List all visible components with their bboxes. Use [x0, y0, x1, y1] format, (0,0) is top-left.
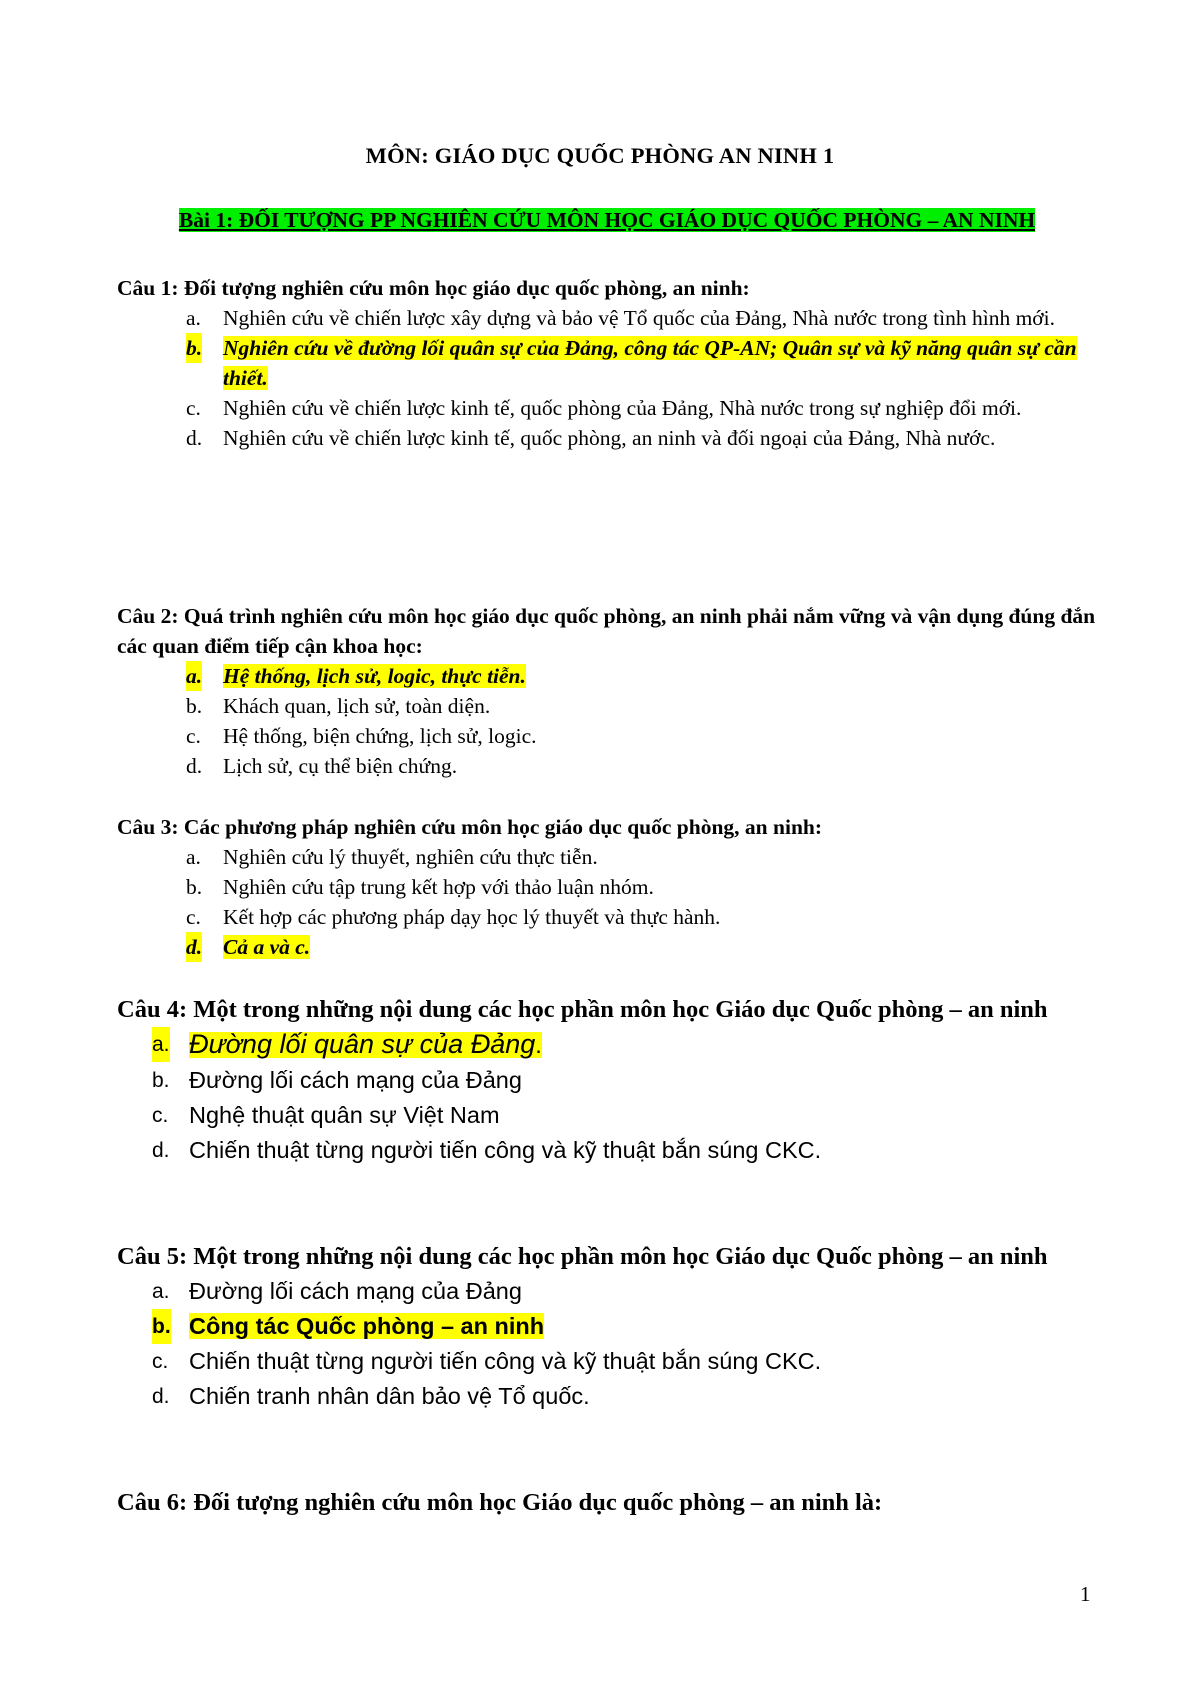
- question-3-option-d-correct: d. Cả a và c.: [117, 932, 1097, 962]
- question-3-label: Câu 3: Các phương pháp nghiên cứu môn học giáo dục quốc phòng, an ninh:: [117, 815, 823, 839]
- question-1-option-c: c. Nghiên cứu về chiến lược kinh tế, quốc phòng của Đảng, Nhà nước trong sự nghiệp đổi mới.: [186, 396, 1022, 420]
- question-1-option-b-correct: b. Nghiên cứu về đường lối quân sự của Đảng, công tác QP-AN; Quân sự và kỹ năng quân sự cần thiết.: [117, 333, 1097, 393]
- question-5-option-a: a. Đường lối cách mạng của Đảng: [152, 1278, 522, 1304]
- question-6-label: Câu 6: Đối tượng nghiên cứu môn học Giáo dục quốc phòng – an ninh là:: [117, 1489, 883, 1516]
- question-4-option-b: b. Đường lối cách mạng của Đảng: [152, 1067, 522, 1093]
- question-1-label: Câu 1: Đối tượng nghiên cứu môn học giáo dục quốc phòng, an ninh:: [117, 276, 750, 300]
- question-4: [117, 993, 1097, 1168]
- question-3-option-a: a. Nghiên cứu lý thuyết, nghiên cứu thực tiễn.: [186, 845, 598, 869]
- question-1-option-d: d. Nghiên cứu về chiến lược kinh tế, quốc phòng, an ninh và đối ngoại của Đảng, Nhà nước.: [186, 426, 996, 450]
- question-1-option-a: a. Nghiên cứu về chiến lược xây dựng và bảo vệ Tổ quốc của Đảng, Nhà nước trong tình hình mới.: [186, 306, 1056, 330]
- document-title: MÔN: GIÁO DỤC QUỐC PHÒNG AN NINH 1: [365, 143, 835, 168]
- question-2-option-a-correct: a. Hệ thống, lịch sử, logic, thực tiễn.: [117, 661, 1097, 691]
- question-5-label: Câu 5: Một trong những nội dung các học phần môn học Giáo dục Quốc phòng – an ninh: [117, 1243, 1048, 1270]
- question-2-label: Câu 2: Quá trình nghiên cứu môn học giáo dục quốc phòng, an ninh phải nắm vững và vận dụng đúng đắn các quan điểm tiếp cận khoa học:: [117, 604, 1096, 658]
- question-4-option-c: c. Nghệ thuật quân sự Việt Nam: [152, 1102, 500, 1128]
- lesson-heading-text: Bài 1: ĐỐI TƯỢNG PP NGHIÊN CỨU MÔN HỌC GIÁO DỤC QUỐC PHÒNG – AN NINH: [178, 208, 1036, 232]
- lesson-heading: [117, 205, 1097, 235]
- question-5-option-b-correct: b. Công tác Quốc phòng – an ninh: [117, 1309, 1097, 1344]
- question-2: [117, 601, 1097, 781]
- question-5-option-c: c. Chiến thuật từng người tiến công và kỹ thuật bắn súng CKC.: [152, 1348, 822, 1374]
- question-2-option-c: c. Hệ thống, biện chứng, lịch sử, logic.: [186, 724, 537, 748]
- question-6: [117, 1486, 1097, 1520]
- question-4-label: Câu 4: Một trong những nội dung các học phần môn học Giáo dục Quốc phòng – an ninh: [117, 996, 1048, 1023]
- question-3-option-c: c. Kết hợp các phương pháp dạy học lý thuyết và thực hành.: [186, 905, 721, 929]
- question-5: [117, 1240, 1097, 1414]
- question-3-option-b: b. Nghiên cứu tập trung kết hợp với thảo luận nhóm.: [186, 875, 654, 899]
- question-1: [117, 273, 1097, 453]
- question-2-option-b: b. Khách quan, lịch sử, toàn diện.: [186, 694, 491, 718]
- question-4-option-a-correct: a. Đường lối quân sự của Đảng.: [117, 1027, 1097, 1063]
- question-3: [117, 812, 1097, 962]
- question-2-option-d: d. Lịch sử, cụ thể biện chứng.: [186, 754, 458, 778]
- question-4-option-d: d. Chiến thuật từng người tiến công và kỹ thuật bắn súng CKC.: [152, 1137, 822, 1163]
- question-5-option-d: d. Chiến tranh nhân dân bảo vệ Tổ quốc.: [152, 1383, 590, 1409]
- page-number: 1: [1080, 1582, 1091, 1606]
